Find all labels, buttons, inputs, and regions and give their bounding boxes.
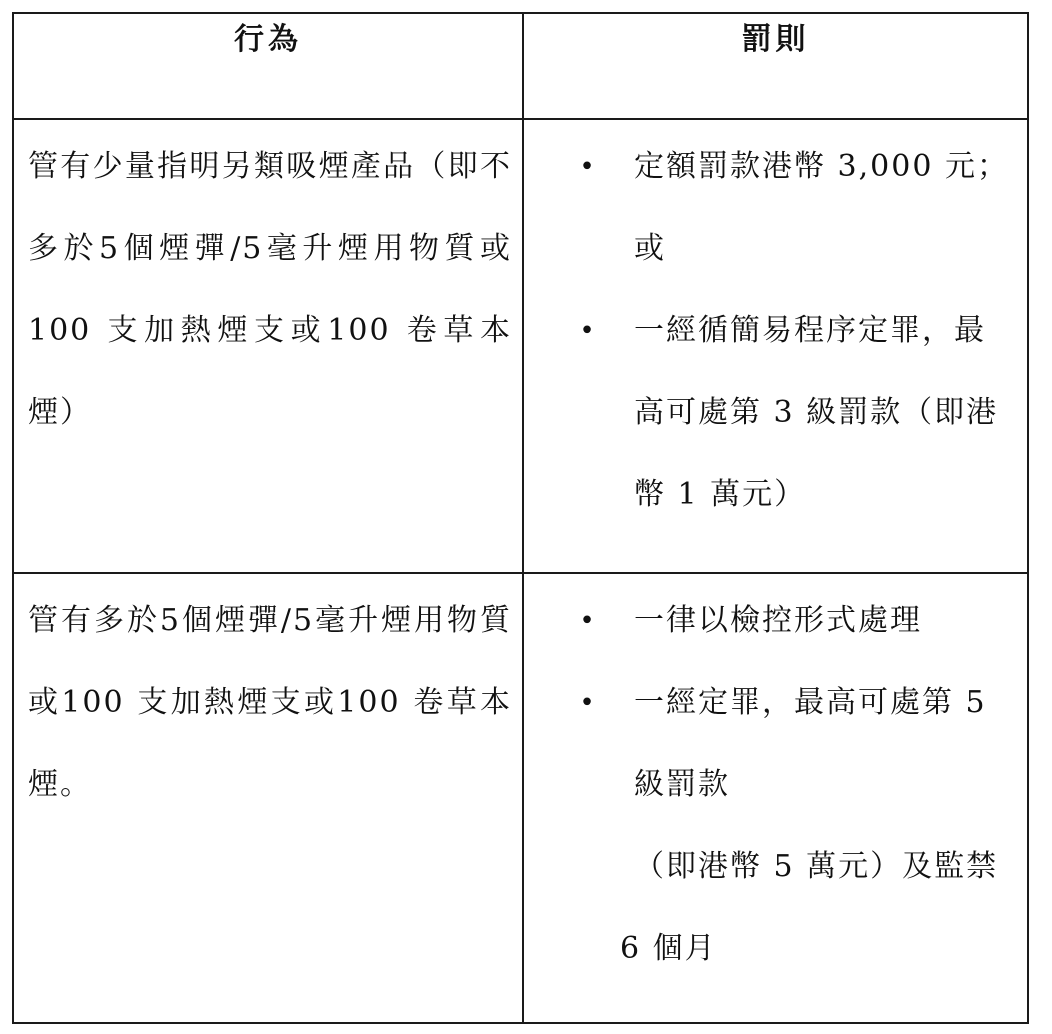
bullet-icon: • (579, 152, 597, 182)
bullet-icon: • (579, 316, 597, 346)
header-penalty: 罰則 (523, 13, 1028, 119)
penalty-text: 定額罰款港幣 3,000 元；或 (634, 149, 1009, 266)
penalty-cell (523, 573, 1028, 1023)
penalty-text: 一經循簡易程序定罪，最高可處第 3 級罰款（即港幣 1 萬元） (634, 313, 999, 512)
act-cell (13, 119, 523, 573)
penalty-text: 一經定罪，最高可處第 5 級罰款 (634, 685, 987, 802)
act-cell (13, 573, 523, 1023)
list-item (578, 662, 1015, 826)
penalty-list (524, 120, 1027, 536)
penalty-text: 一律以檢控形式處理 (634, 603, 922, 638)
table-row (13, 573, 1028, 1023)
header-act: 行為 (13, 13, 523, 119)
act-text: 管有少量指明另類吸煙產品（即不多於5個煙彈/5毫升煙用物質或100 支加熱煙支或100 卷草本煙） (28, 149, 512, 430)
list-item (578, 126, 1015, 290)
penalty-table (12, 12, 1029, 1024)
list-item (578, 580, 1015, 662)
penalty-list (524, 574, 1027, 826)
table-row (13, 119, 1028, 573)
bullet-icon: • (579, 606, 597, 636)
penalty-continuation: 6 個月 (620, 931, 717, 966)
penalty-continuation: （即港幣 5 萬元）及監禁 (634, 849, 999, 884)
table-header-row (13, 13, 1028, 119)
penalty-cell (523, 119, 1028, 573)
bullet-icon: • (579, 688, 597, 718)
list-item (578, 290, 1015, 536)
act-text: 管有多於5個煙彈/5毫升煙用物質或100 支加熱煙支或100 卷草本煙。 (28, 603, 512, 802)
